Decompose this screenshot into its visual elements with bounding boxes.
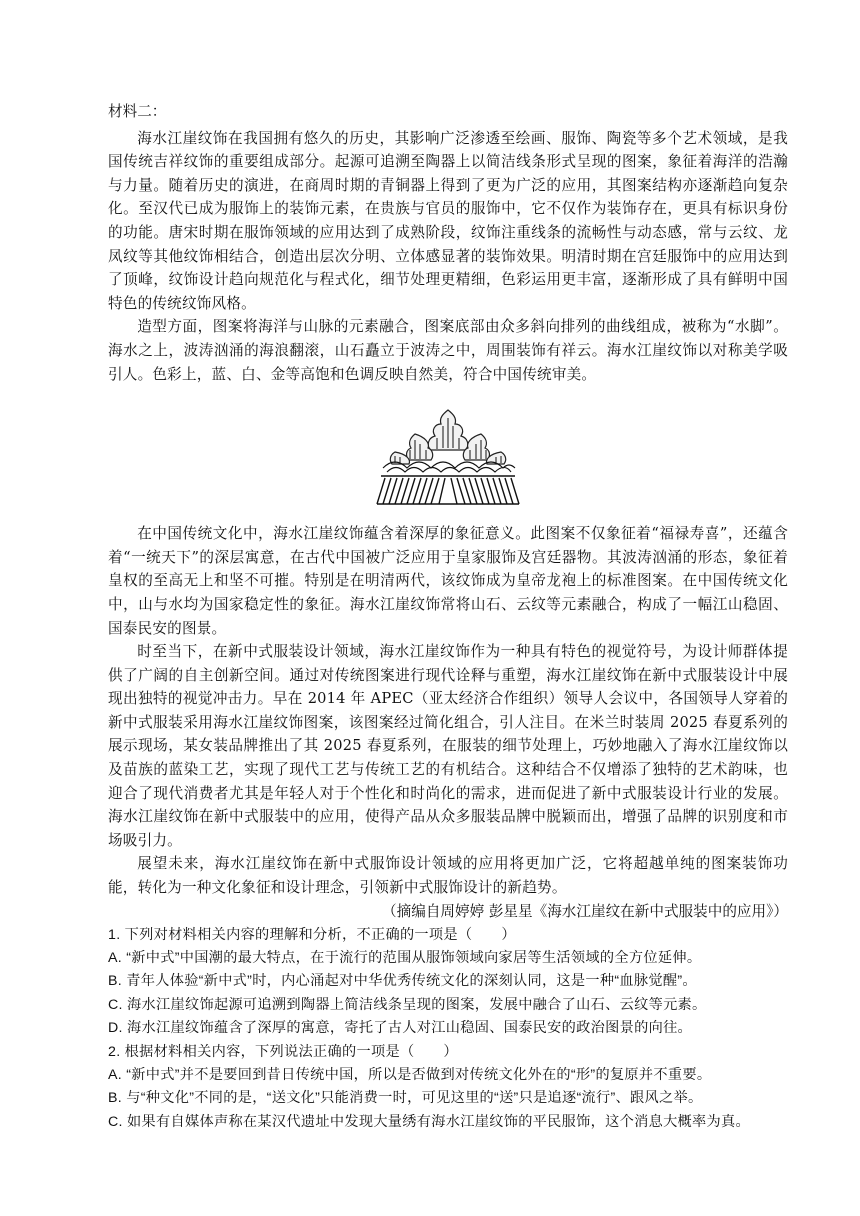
option-a: A. “新中式”中国潮的最大特点，在于流行的范围从服饰领域向家居等生活领域的全方位延伸。 <box>108 950 702 967</box>
document-page <box>108 100 788 1134</box>
option-d: D. 海水江崖纹饰蕴含了深厚的寓意，寄托了古人对江山稳固、国泰民安的政治图景的向往。 <box>108 1020 693 1037</box>
paragraph-outlook: 展望未来，海水江崖纹饰在新中式服饰设计领域的应用将更加广泛，它将超越单纯的图案装饰功能，转化为一种文化象征和设计理念，引领新中式服饰设计的新趋势。 <box>108 855 788 897</box>
option-c: C. 海水江崖纹饰起源可追溯到陶器上简洁线条呈现的图案，发展中融合了山石、云纹等元素。 <box>108 996 707 1013</box>
question-stem: 2. 根据材料相关内容，下列说法正确的一项是（ ） <box>108 1043 458 1060</box>
haishui-jiangya-pattern-icon <box>373 404 523 508</box>
paragraph-history: 海水江崖纹饰在我国拥有悠久的历史，其影响广泛渗透至绘画、服饰、陶瓷等多个艺术领域，是我国传统吉祥纹饰的重要组成部分。起源可追溯至陶器上以简洁线条形式呈现的图案，象征着海洋的浩瀚与力量。随着历史的演进，在商周时期的青铜器上得到了更为广泛的应用，其图案结构亦逐渐趋向复杂化。至汉代已成为服饰上的装饰元素，在贵族与官员的服饰中，它不仅作为装饰存在，更具有标识身份的功能。唐宋时期在服饰领域的应用达到了成熟阶段，纹饰注重线条的流畅性与动态感，常与云纹、龙凤纹等其他纹饰相结合，创造出层次分明、立体感显著的装饰效果。明清时期在宫廷服饰中的应用达到了顶峰，纹饰设计趋向规范化与程式化，细节处理更精细，色彩运用更丰富，逐渐形成了具有鲜明中国特色的传统纹饰风格。 <box>108 129 788 312</box>
paragraph-form: 造型方面，图案将海洋与山脉的元素融合，图案底部由众多斜向排列的曲线组成，被称为“水脚”。海水之上，波涛汹涌的海浪翻滚，山石矗立于波涛之中，周围装饰有祥云。海水江崖纹饰以对称美学吸引人。色彩上，蓝、白、金等高饱和色调反映自然美，符合中国传统审美。 <box>108 318 788 383</box>
option-b: B. 青年人体验“新中式”时，内心涌起对中华优秀传统文化的深刻认同，这是一种“血脉觉醒”。 <box>108 973 697 990</box>
question-1 <box>108 924 788 1041</box>
paragraph-modern-design: 时至当下，在新中式服装设计领域，海水江崖纹饰作为一种具有特色的视觉符号，为设计师群体提供了广阔的自主创新空间。通过对传统图案进行现代诠释与重塑，海水江崖纹饰在新中式服装设计中展现出独特的视觉冲击力。早在 2014 年 APEC（亚太经济合作组织）领导人会议中，各国领导人穿着的新中式服装采用海水江崖纹饰图案，该图案经过简化组合，引人注目。在米兰时装周 2025 春夏系列的展示现场，某女装品牌推出了其 2025 春夏系列，在服装的细节处理上，巧妙地融入了海水江崖纹饰以及苗族的蓝染工艺，实现了现代工艺与传统工艺的有机结合。这种结合不仅增添了独特的艺术韵味，也迎合了现代消费者尤其是年轻人对于个性化和时尚化的需求，进而促进了新中式服装设计行业的发展。海水江崖纹饰在新中式服装中的应用，使得产品从众多服装品牌中脱颖而出，增强了品牌的识别度和市场吸引力。 <box>108 643 788 849</box>
option-a: A. “新中式”并不是要回到昔日传统中国，所以是否做到对传统文化外在的“形”的复原并不重要。 <box>108 1067 712 1084</box>
source-citation: （摘编自周婷婷 彭星星《海水江崖纹在新中式服装中的应用》） <box>382 902 788 920</box>
option-c: C. 如果有自媒体声称在某汉代遗址中发现大量绣有海水江崖纹饰的平民服饰，这个消息大概率为真。 <box>108 1113 750 1130</box>
question-stem: 1. 下列对材料相关内容的理解和分析，不正确的一项是（ ） <box>108 926 516 943</box>
option-b: B. 与“种文化”不同的是，“送文化”只能消费一时，可见这里的“送”只是追逐“流行”、跟风之举。 <box>108 1090 703 1107</box>
paragraph-symbolism: 在中国传统文化中，海水江崖纹饰蕴含着深厚的象征意义。此图案不仅象征着“福禄寿喜”，还蕴含着“一统天下”的深层寓意，在古代中国被广泛应用于皇家服饰及宫廷器物。其波涛汹涌的形态，象征着皇权的至高无上和坚不可摧。特别是在明清两代，该纹饰成为皇帝龙袍上的标准图案。在中国传统文化中，山与水均为国家稳定性的象征。海水江崖纹饰常将山石、云纹等元素融合，构成了一幅江山稳固、国泰民安的图景。 <box>108 525 788 637</box>
question-2 <box>108 1041 788 1135</box>
material-heading: 材料二： <box>108 103 167 120</box>
haishui-jiangya-figure <box>108 404 788 508</box>
